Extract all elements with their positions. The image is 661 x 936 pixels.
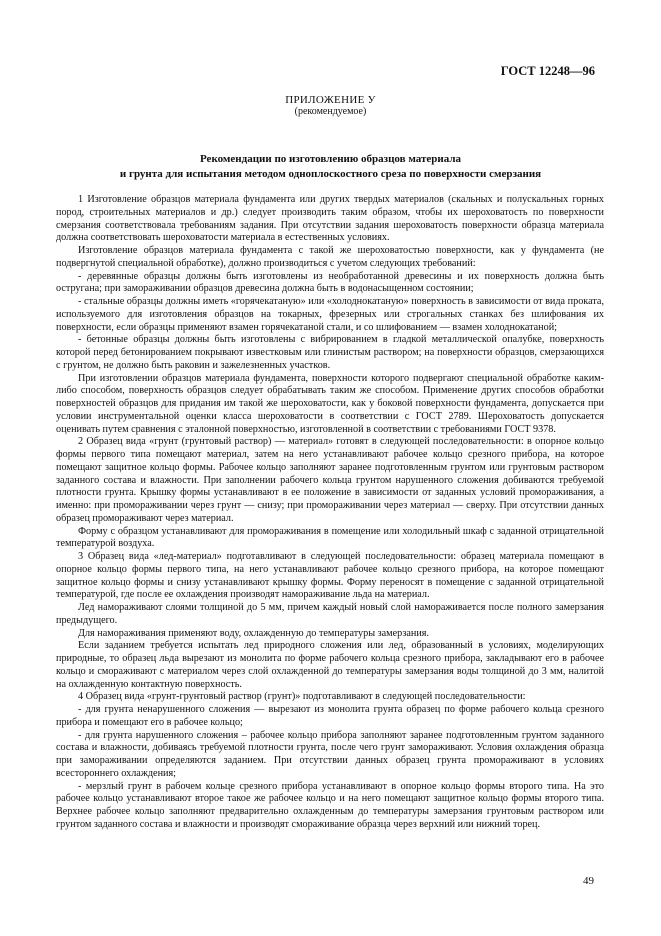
paragraph-2: Изготовление образцов материала фундамента с такой же шероховатостью поверхности, как у фундамента (не подвергнутой специальной обработке), должно производиться с учетом следующих требований: — [56, 245, 604, 269]
list-item-concrete: - бетонные образцы должны быть изготовлены с вибрированием в гладкой металлической опалубке, поверхность которой перед бетонированием покрывают известковым или глинистым раствором; на поверхности образцов, смерзающихся с грунтом, не должно быть раковин и зажелезненных участков. — [56, 334, 604, 371]
body-text — [56, 194, 604, 832]
paragraph-natural-ice: Если заданием требуется испытать лед природного сложения или лед, образованный в условиях, моделирующих природные, то образец льда вырезают из монолита по форме рабочего кольца срезного прибора, закладывают его в рабочее кольцо и смораживают с материалом через слой охлажденной до температуры замерзания воды толщиной до 3 мм, налитой на охлажденную контактную поверхность. — [56, 640, 604, 690]
paragraph-form-freezing: Форму с образцом устанавливают для промораживания в помещение или холодильный шкаф с заданной отрицательной температурой воздуха. — [56, 525, 604, 550]
list-item-frozen-soil: - мерзлый грунт в рабочем кольце срезного прибора устанавливают в опорное кольцо формы второго типа. На это рабочее кольцо устанавливают второе такое же рабочее кольцо и на него помещают защитное кольцо формы второго типа. Верхнее рабочее кольцо заполняют предварительно охлажденным до температуры замерзания грунтовым раствором или грунтом заданного состава и влажности и производят смораживание образца через верхний или нижний торец. — [56, 780, 604, 830]
page-number: 49 — [583, 875, 594, 887]
paragraph-2-soil-material: 2 Образец вида «грунт (грунтовый раствор) — материал» готовят в следующей последовательности: в опорное кольцо формы первого типа помещают материал, затем на него устанавливают рабочее кольцо срезного прибора, на которое помещают защитное кольцо формы. Рабочее кольцо заполняют заранее подготовленным грунтом или грунтовым раствором заданного состава и влажности. При заполнении рабочего кольца грунтом нарушенного сложения добиваются требуемой плотности грунта. Крышку формы устанавливают в ее положение в зависимости от заданных условий промораживания, а именно: при промораживании через грунт — снизу; при промораживании через материал — сверху. При отсутствии данных образец промораживают через материал. — [56, 436, 604, 524]
paragraph-1: 1 Изготовление образцов материала фундамента или других твердых материалов (скальных и полускальных горных пород, строительных материалов и др.) следует производить таким образом, чтобы их шероховатость по поверхности смерзания соответствовала требованиям задания. При отсутствии задания шероховатость поверхности образца материала должна соответствовать шероховатости материала в естественных условиях. — [56, 194, 604, 244]
list-item-undisturbed: - для грунта ненарушенного сложения — вырезают из монолита грунта образец по форме рабочего кольца срезного прибора и помещают его в рабочее кольцо; — [56, 704, 604, 728]
document-code: ГОСТ 12248—96 — [500, 64, 595, 78]
appendix-subtitle: (рекомендуемое) — [294, 105, 367, 117]
paragraph-special-treatment: При изготовлении образцов материала фундамента, поверхности которого подвергают специальной обработке каким-либо способом, поверхность образцов следует обрабатывать таким же способом. Применение других способов обработки поверхностей образцов для придания им такой же шероховатости, как у боковой поверхности фундамента, допускается при условии инструментальной оценки класса шероховатости в соответствии с ГОСТ 2789. Шероховатость допускается оценивать путем сравнения с эталонной поверхностью, изготовленной в соответствии с требованиями ГОСТ 9378. — [56, 372, 604, 435]
section-title-line-1: Рекомендации по изготовлению образцов материала — [199, 153, 461, 165]
section-title — [0, 152, 661, 182]
paragraph-3-ice-material: 3 Образец вида «лед-материал» подготавливают в следующей последовательности: образец материала помещают в опорное кольцо формы первого типа, на него устанавливают рабочее кольцо срезного прибора, на которое помещают защитное кольцо формы и снизу устанавливают крышку формы. Форму переносят в помещение с заданной отрицательной температурой, где после ее охлаждения производят намораживание льда на материал. — [56, 551, 604, 601]
section-title-line-2: и грунта для испытания методом одноплоскостного среза по поверхности смерзания — [119, 168, 542, 180]
appendix-title: ПРИЛОЖЕНИЕ У — [285, 94, 376, 106]
paragraph-water: Для намораживания применяют воду, охлажденную до температуры замерзания. — [78, 627, 430, 639]
paragraph-4-soil-soil: 4 Образец вида «грунт-грунтовый раствор (грунт)» подготавливают в следующей последовательности: — [78, 691, 526, 703]
paragraph-ice-layers: Лед намораживают слоями толщиной до 5 мм, причем каждый новый слой намораживается после полного замерзания предыдущего. — [56, 602, 604, 626]
list-item-wood: - деревянные образцы должны быть изготовлены из необработанной древесины и их поверхность должна быть оструганa; при замораживании образцов древесина должна быть в водонасыщенном состоянии; — [56, 270, 604, 295]
appendix-heading — [0, 95, 661, 117]
list-item-disturbed: - для грунта нарушенного сложения – рабочее кольцо прибора заполняют заранее подготовленным грунтом заданного состава и влажности, добиваясь требуемой плотности грунта, после чего грунт замораживают. Условия охлаждения образца при замораживании определяются заданием. При отсутствии данных образец грунта промораживают в условиях всестороннего охлаждения; — [56, 729, 604, 779]
list-item-steel: - стальные образцы должны иметь «горячекатаную» или «холоднокатаную» поверхность в зависимости от вида проката, используемого для изготовления образцов на токарных, фрезерных или строгальных станках без шлифования их поверхности, если образцы применяют взамен горячекатаной стали, и со шлифованием — взамен холоднокатаной; — [56, 296, 604, 333]
